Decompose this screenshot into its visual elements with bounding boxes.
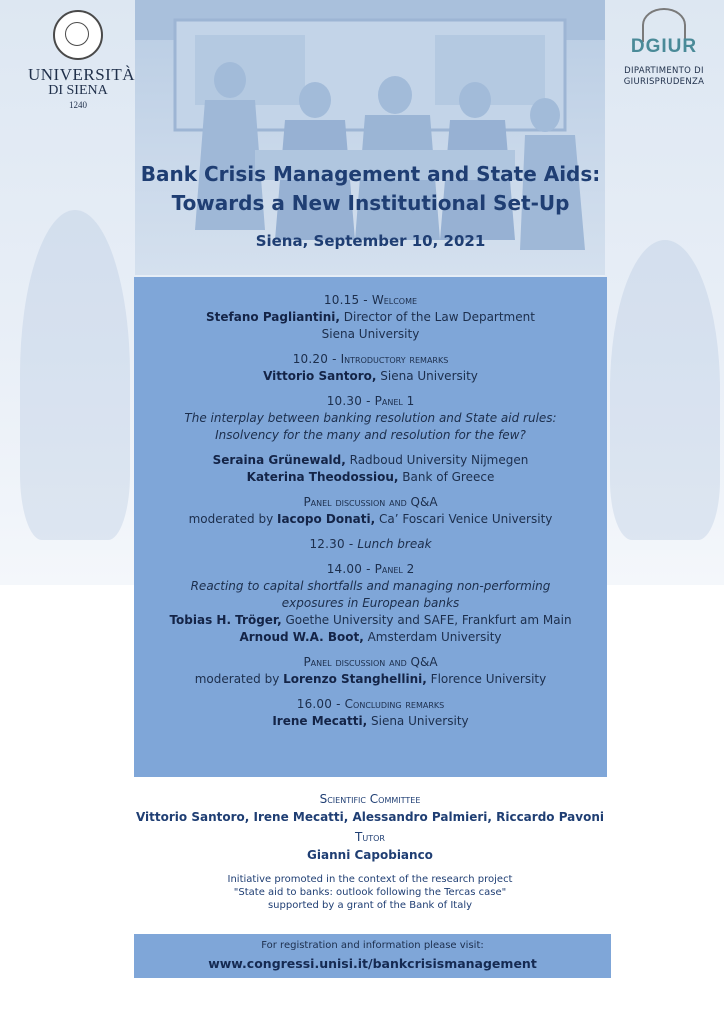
department-logo-mark: DGIUR: [630, 36, 698, 57]
speaker-name: Arnoud W.A. Boot,: [239, 630, 364, 644]
tutor-name: Gianni Capobianco: [307, 848, 433, 862]
initiative-note: [100, 873, 640, 912]
program-time: 16.00 -: [296, 697, 345, 711]
department-name-line1: DIPARTIMENTO DI: [624, 66, 704, 76]
speaker-affiliation: Siena University: [376, 369, 478, 383]
program-time: 14.00 -: [326, 562, 375, 576]
initiative-line3: supported by a grant of the Bank of Italy: [267, 900, 473, 911]
department-name: [610, 66, 718, 87]
program-label: Concluding remarks: [344, 697, 445, 711]
initiative-line1: Initiative promoted in the context of the research project: [227, 874, 513, 885]
speaker-affiliation: Goethe University and SAFE, Frankfurt am Main: [281, 613, 572, 627]
program-item-welcome: [134, 292, 607, 343]
program-item-intro: [134, 351, 607, 385]
program-label: Panel discussion and Q&A: [303, 655, 438, 669]
program-label: Panel 1: [374, 394, 415, 408]
department-logo: [610, 8, 718, 87]
panel-topic-line2: exposures in European banks: [281, 596, 460, 610]
speaker-name: Irene Mecatti,: [272, 714, 368, 728]
program-time: 10.30 -: [326, 394, 375, 408]
speaker-affiliation: Amsterdam University: [363, 630, 502, 644]
program-time: 12.30 -: [309, 537, 358, 551]
event-title-block: [134, 160, 607, 250]
university-city: DI SIENA: [48, 83, 108, 98]
program-item-panel2: [134, 561, 607, 646]
event-title-line2: Towards a New Institutional Set-Up: [171, 191, 570, 215]
speaker-role: Director of the Law Department: [339, 310, 535, 324]
program-time: 10.20 -: [292, 352, 341, 366]
speaker-name: Tobias H. Tröger,: [169, 613, 282, 627]
moderator-affiliation: Florence University: [426, 672, 547, 686]
program-item-closing: [134, 696, 607, 730]
speaker-affiliation: Radboud University Nijmegen: [345, 453, 529, 467]
background-figure-left: [20, 210, 130, 540]
moderator-name: Iacopo Donati,: [276, 512, 376, 526]
speaker-name: Seraina Grünewald,: [212, 453, 346, 467]
speaker-name: Vittorio Santoro,: [263, 369, 377, 383]
event-place-date: Siena, September 10, 2021: [255, 232, 486, 250]
moderator-affiliation: Ca’ Foscari Venice University: [375, 512, 553, 526]
program-time: 10.15 -: [323, 293, 372, 307]
program-label: Panel 2: [374, 562, 415, 576]
background-figure-right: [610, 240, 720, 540]
committee-heading: Scientific Committee: [319, 792, 421, 806]
department-name-line2: GIURISPRUDENZA: [623, 76, 705, 87]
registration-link[interactable]: www.congressi.unisi.it/bankcrisismanagement: [208, 956, 537, 971]
speaker-name: Stefano Pagliantini,: [206, 310, 340, 324]
moderator-prefix: moderated by: [194, 672, 284, 686]
moderator-name: Lorenzo Stanghellini,: [283, 672, 427, 686]
moderator-prefix: moderated by: [188, 512, 277, 526]
program-label: Lunch break: [357, 537, 432, 551]
speaker-affiliation: Siena University: [321, 327, 420, 341]
program-list: [134, 292, 607, 738]
tutor-heading: Tutor: [355, 830, 385, 844]
speaker-name: Katerina Theodossiou,: [246, 470, 399, 484]
program-item-discussion2: [134, 654, 607, 688]
university-seal-icon: [53, 10, 103, 60]
program-item-discussion1: [134, 494, 607, 528]
university-name: UNIVERSITÀ: [28, 65, 135, 84]
committee-section: [100, 791, 640, 912]
speaker-affiliation: Siena University: [367, 714, 469, 728]
speaker-affiliation: Bank of Greece: [398, 470, 495, 484]
registration-footer: [134, 934, 611, 978]
panel-topic-line2: Insolvency for the many and resolution for the few?: [215, 428, 526, 442]
initiative-line2: "State aid to banks: outlook following the Tercas case": [233, 887, 507, 898]
panel-topic-line1: Reacting to capital shortfalls and managing non-performing: [190, 579, 551, 593]
university-year: 1240: [69, 100, 87, 111]
committee-members: Vittorio Santoro, Irene Mecatti, Alessandro Palmieri, Riccardo Pavoni: [135, 810, 605, 824]
university-logo: [28, 10, 135, 111]
panel-topic-line1: The interplay between banking resolution and State aid rules:: [184, 411, 557, 425]
registration-text: For registration and information please visit:: [261, 940, 484, 951]
event-title-line1: Bank Crisis Management and State Aids:: [140, 162, 601, 186]
program-label: Welcome: [371, 293, 418, 307]
program-item-lunch: [134, 536, 607, 553]
program-item-panel1: [134, 393, 607, 486]
program-label: Panel discussion and Q&A: [303, 495, 438, 509]
program-label: Introductory remarks: [340, 352, 449, 366]
